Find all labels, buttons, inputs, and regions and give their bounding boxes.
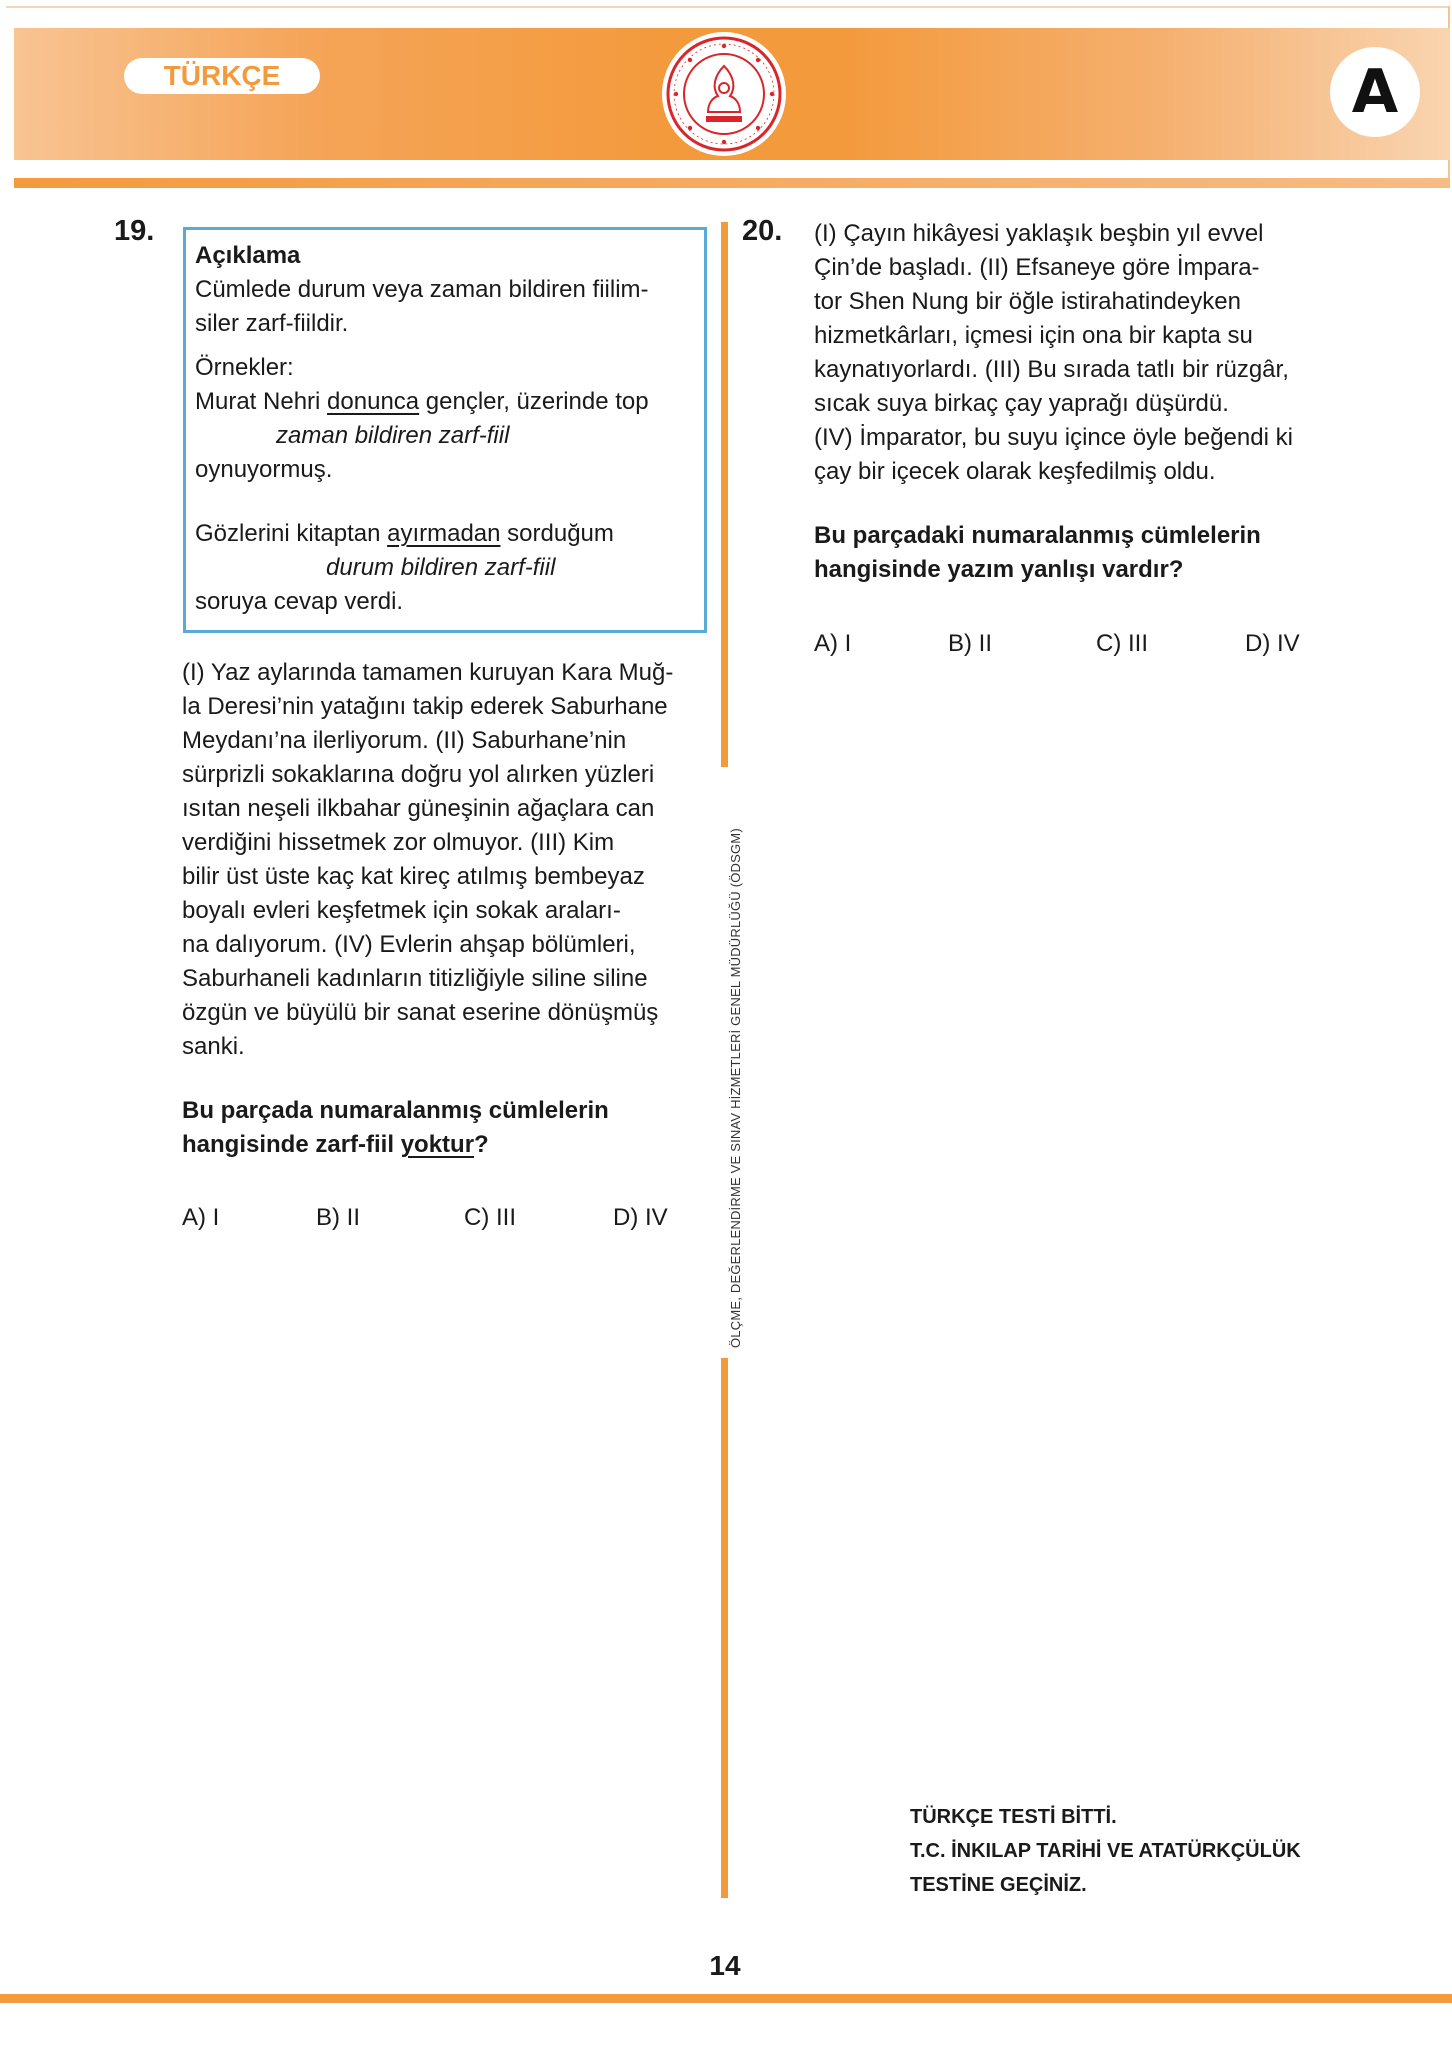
subject-label: TÜRKÇE <box>124 58 320 94</box>
q20-option-b[interactable]: B) II <box>948 630 993 657</box>
q20-passage-line-4: hizmetkârları, içmesi için ona bir kapta su <box>814 322 1253 349</box>
footer-line <box>0 1994 1452 2003</box>
q20-passage-line-6: sıcak suya birkaç çay yaprağı düşürdü. <box>814 390 1229 417</box>
explanation-title: Açıklama <box>195 242 301 269</box>
column-divider-top <box>721 222 728 767</box>
column-divider-bottom <box>721 1358 728 1898</box>
q19-passage-line-12: sanki. <box>182 1033 245 1060</box>
example-1-annotation: zaman bildiren zarf-fiil <box>276 422 510 449</box>
q19-passage-line-9: na dalıyorum. (IV) Evlerin ahşap bölümleri, <box>182 931 636 958</box>
booklet-letter-badge: A <box>1330 47 1420 137</box>
question-20-prompt-line-2: hangisinde yazım yanlışı vardır? <box>814 556 1184 583</box>
example-2-sentence <box>195 520 614 548</box>
end-note-line-1: TÜRKÇE TESTİ BİTTİ. <box>910 1806 1117 1828</box>
q19-passage-line-11: özgün ve büyülü bir sanat eserine dönüşmüş <box>182 999 659 1026</box>
q19-option-d[interactable]: D) IV <box>613 1204 668 1231</box>
example-1-end: oynuyormuş. <box>195 456 333 483</box>
q19-passage-line-1: (I) Yaz aylarında tamamen kuruyan Kara Muğ- <box>182 659 674 686</box>
ministry-seal-logo <box>662 32 786 156</box>
question-19-prompt <box>182 1094 609 1162</box>
q19-passage-line-5: ısıtan neşeli ilkbahar güneşinin ağaçlara can <box>182 795 655 822</box>
page-number: 14 <box>709 1950 741 1981</box>
question-19-prompt-before: hangisinde zarf-fiil <box>182 1131 401 1158</box>
q20-passage-line-2: Çin’de başladı. (II) Efsaneye göre İmpara- <box>814 254 1260 281</box>
question-20-passage <box>814 217 1293 489</box>
q19-passage-line-3: Meydanı’na ilerliyorum. (II) Saburhane’nin <box>182 727 627 754</box>
explanation-box <box>183 227 707 633</box>
q20-passage-line-7: (IV) İmparator, bu suyu içince öyle beğendi ki <box>814 424 1293 451</box>
example-1-before: Murat Nehri <box>195 388 328 415</box>
q19-passage-line-10: Saburhaneli kadınların titizliğiyle siline siline <box>182 965 648 992</box>
q19-option-a[interactable]: A) I <box>182 1204 220 1231</box>
example-1-sentence <box>195 388 649 416</box>
example-1-after: gençler, üzerinde top <box>419 388 649 415</box>
end-note-line-2: T.C. İNKILAP TARİHİ VE ATATÜRKÇÜLÜK <box>910 1840 1301 1862</box>
seal-emblem-icon <box>662 32 786 156</box>
question-19-prompt-after: ? <box>474 1131 489 1158</box>
page-frame-top <box>6 6 1450 8</box>
example-1-underlined: donunca <box>327 388 420 415</box>
question-19-prompt-line-2 <box>182 1128 609 1162</box>
q19-passage-line-8: boyalı evleri keşfetmek için sokak araları- <box>182 897 621 924</box>
q20-passage-line-8: çay bir içecek olarak keşfedilmiş oldu. <box>814 458 1216 485</box>
example-2-underlined: ayırmadan <box>387 520 501 547</box>
q20-option-c[interactable]: C) III <box>1096 630 1148 657</box>
example-2-end: soruya cevap verdi. <box>195 588 404 615</box>
q19-passage-line-2: la Deresi’nin yatağını takip ederek Saburhane <box>182 693 668 720</box>
q19-option-c[interactable]: C) III <box>464 1204 516 1231</box>
question-19-prompt-line-1: Bu parçada numaralanmış cümlelerin <box>182 1097 609 1124</box>
question-19-number: 19. <box>114 215 155 247</box>
end-note-line-3: TESTİNE GEÇİNİZ. <box>910 1874 1087 1896</box>
question-20-prompt <box>814 519 1261 587</box>
q20-passage-line-1: (I) Çayın hikâyesi yaklaşık beşbin yıl evvel <box>814 220 1264 247</box>
q19-passage-line-7: bilir üst üste kaç kat kireç atılmış bembeyaz <box>182 863 645 890</box>
question-19-passage <box>182 656 673 1064</box>
sidebar-institution-label: ÖLÇME, DEĞERLENDİRME VE SINAV HİZMETLERİ GENEL MÜDÜRLÜĞÜ (ÖDSGM) <box>728 828 743 1348</box>
q20-passage-line-5: kaynatıyorlardı. (III) Bu sırada tatlı bir rüzgâr, <box>814 356 1289 383</box>
q19-passage-line-4: sürprizli sokaklarına doğru yol alırken yüzleri <box>182 761 655 788</box>
question-19-prompt-underlined: yoktur <box>400 1131 475 1158</box>
example-2-after: sorduğum <box>500 520 614 547</box>
end-of-test-note <box>910 1800 1301 1902</box>
q20-passage-line-3: tor Shen Nung bir öğle istirahatindeyken <box>814 288 1241 315</box>
question-20-number: 20. <box>742 215 783 247</box>
q20-option-d[interactable]: D) IV <box>1245 630 1300 657</box>
q20-option-a[interactable]: A) I <box>814 630 852 657</box>
example-2-before: Gözlerini kitaptan <box>195 520 388 547</box>
q19-option-b[interactable]: B) II <box>316 1204 361 1231</box>
definition-line-1: Cümlede durum veya zaman bildiren fiilim- <box>195 276 649 303</box>
header-underline <box>14 178 1450 188</box>
examples-label: Örnekler: <box>195 354 294 381</box>
definition-line-2: siler zarf-fiildir. <box>195 310 349 337</box>
question-20-prompt-line-1: Bu parçadaki numaralanmış cümlelerin <box>814 522 1261 549</box>
example-2-annotation: durum bildiren zarf-fiil <box>326 554 556 581</box>
q19-passage-line-6: verdiğini hissetmek zor olmuyor. (III) Kim <box>182 829 615 856</box>
